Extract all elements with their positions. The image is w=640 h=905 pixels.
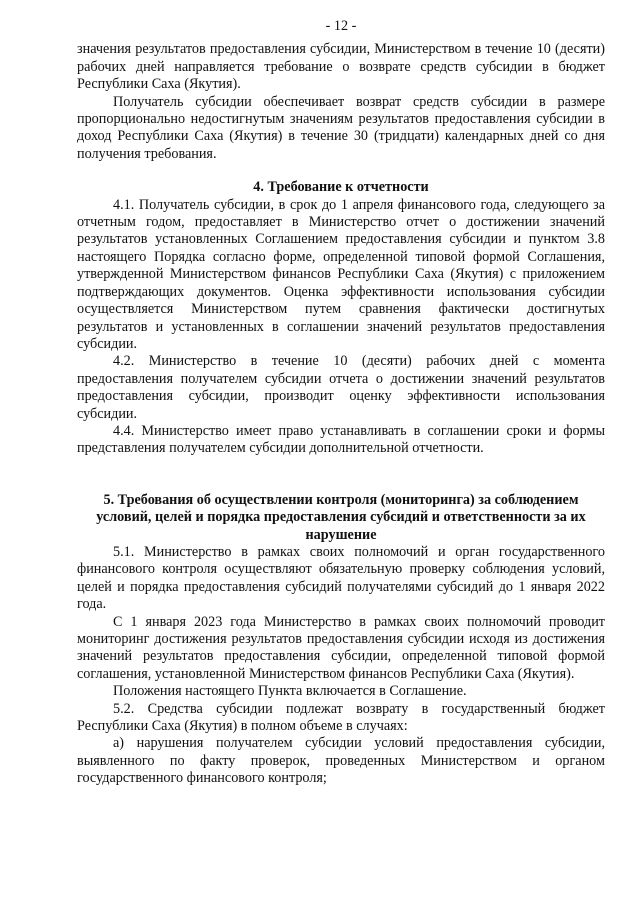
paragraph: а) нарушения получателем субсидии условий предоставления субсидии, выявленного по факту проверок, проведенных Министерством и органом государственного финансового контроля; xyxy=(77,735,605,787)
document-page xyxy=(77,18,605,788)
paragraph: С 1 января 2023 года Министерство в рамках своих полномочий проводит мониторинг достижения результатов предоставления субсидии исходя из достижения значений результатов предоставления субсидии, определенной типовой формой соглашения, установленной Министерством финансов Республики Саха (Якутия). xyxy=(77,613,605,682)
section-heading: 5. Требования об осуществлении контроля (мониторинга) за соблюдением условий, целей и порядка предоставления субсидий и ответственности за их нарушение xyxy=(96,491,586,543)
paragraph: 5.2. Средства субсидии подлежат возврату в государственный бюджет Республики Саха (Якутия) в полном объеме в случаях: xyxy=(77,700,605,735)
paragraph: 5.1. Министерство в рамках своих полномочий и орган государственного финансового контроля осуществляют обязательную проверку соблюдения условий, целей и порядка предоставления субсидий получателями субсидий до 1 января 2022 года. xyxy=(77,543,605,613)
paragraph: Получатель субсидии обеспечивает возврат средств субсидии в размере пропорционально недостигнутым значениям результатов предоставления субсидии в доход Республики Саха (Якутия) в течение 30 (тридцати) календарных дней со дня получения требования. xyxy=(77,93,605,162)
document-body xyxy=(77,41,605,787)
paragraph: 4.1. Получатель субсидии, в срок до 1 апреля финансового года, следующего за отчетным годом, предоставляет в Министерство отчет о достижении значений результатов установленных Соглашением предоставления субсидии и пунктом 3.8 настоящего Порядка согласно форме, определенной типовой формой Соглашения, утвержденной Министерством финансов Республики Саха (Якутия) с приложением подтверждающих документов. Оценка эффективности использования субсидии осуществляется Министерством путем сравнения фактически достигнутых результатов и установленных в соглашении значений результатов предоставления субсидии. xyxy=(77,196,605,352)
section-heading: 4. Требование к отчетности xyxy=(253,179,429,196)
paragraph: Положения настоящего Пункта включается в Соглашение. xyxy=(113,683,467,700)
paragraph: 4.2. Министерство в течение 10 (десяти) рабочих дней с момента предоставления получателем субсидии отчета о достижении значений результатов предоставления субсидии, производит оценку эффективности использования субсидии. xyxy=(77,353,605,422)
paragraph: значения результатов предоставления субсидии, Министерством в течение 10 (десяти) рабочих дней направляется требование о возврате средств субсидии в бюджет Республики Саха (Якутия). xyxy=(77,41,605,93)
paragraph: 4.4. Министерство имеет право устанавливать в соглашении сроки и формы представления получателем субсидии дополнительной отчетности. xyxy=(77,422,605,457)
page-number: - 12 - xyxy=(325,18,357,34)
